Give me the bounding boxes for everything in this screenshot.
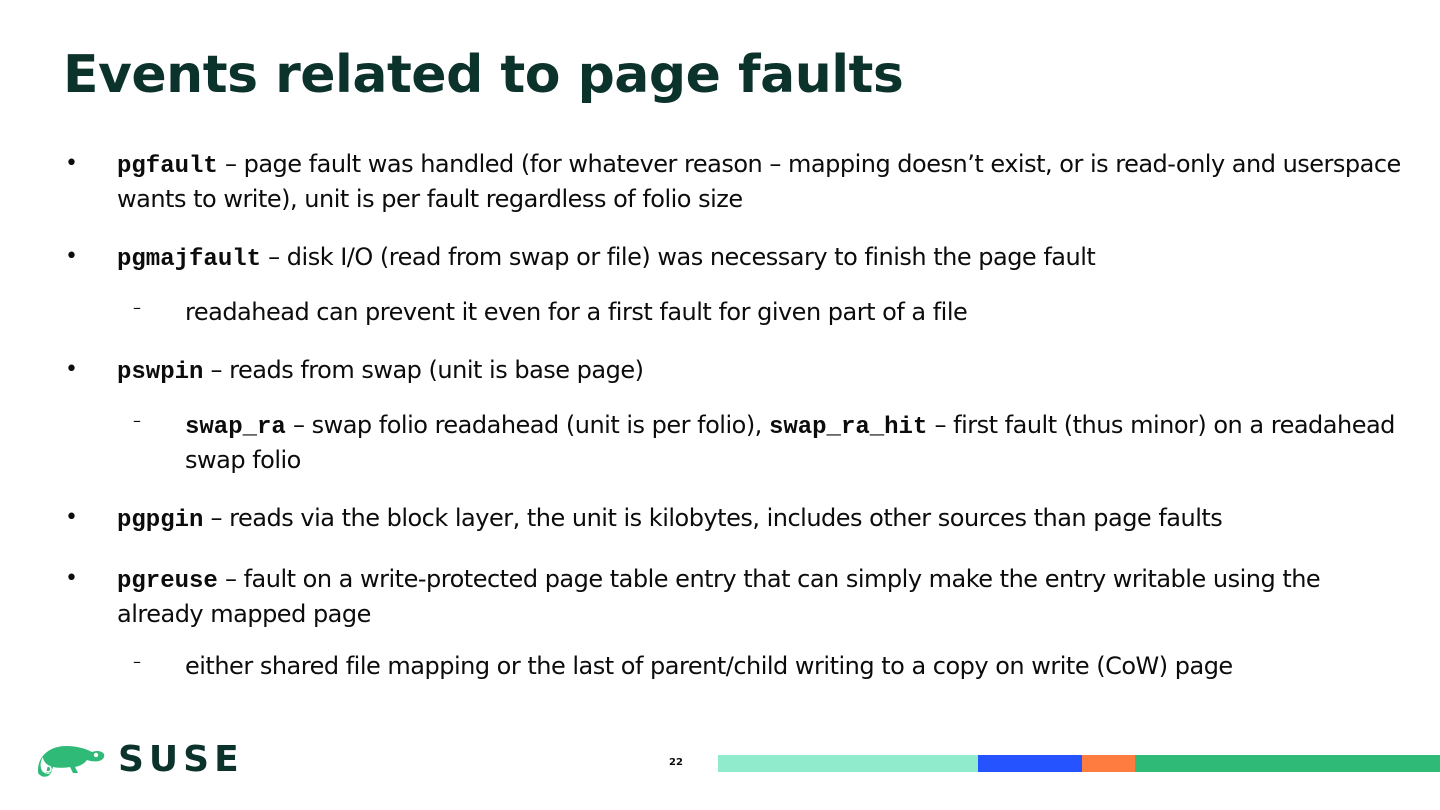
code-term: pgpgin — [117, 507, 204, 534]
bullet-text: either shared file mapping or the last of parent/child writing to a copy on write (CoW) page — [185, 652, 1233, 680]
bullet-pgmajfault — [63, 241, 1403, 276]
bullet-text: – reads via the block layer, the unit is kilobytes, includes other sources than page faults — [203, 504, 1223, 532]
code-term: pgmajfault — [117, 246, 262, 273]
bullet-text: – page fault was handled (for whatever reason – mapping doesn’t exist, or is read-only and userspace wants to write), unit is per fault regardless of folio size — [117, 150, 1401, 213]
code-term: swap_ra_hit — [768, 414, 928, 441]
sub-bullet-swap-ra — [63, 409, 1403, 476]
code-term: swap_ra — [185, 414, 286, 441]
bullet-pgpgin — [63, 502, 1403, 537]
slide-title: Events related to page faults — [63, 45, 904, 105]
bullet-list — [63, 148, 1403, 708]
logo-wordmark: SUSE — [118, 739, 244, 780]
bullet-marker: • — [65, 357, 78, 382]
code-term: pgfault — [117, 153, 218, 180]
sub-bullet-cow — [63, 650, 1403, 682]
suse-logo — [34, 740, 244, 780]
bullet-pgfault — [63, 148, 1403, 215]
sub-bullet-marker: – — [133, 411, 141, 430]
bullet-marker: • — [65, 505, 78, 530]
sub-bullet-readahead — [63, 296, 1403, 328]
bullet-pswpin — [63, 354, 1403, 389]
footer-bar-blue — [978, 755, 1082, 772]
bullet-text: – reads from swap (unit is base page) — [203, 356, 644, 384]
bullet-text: – fault on a write-protected page table entry that can simply make the entry writable using the already mapped page — [117, 565, 1321, 628]
bullet-text: – first fault (thus minor) on a readahead swap folio — [185, 411, 1395, 474]
sub-bullet-marker: – — [133, 652, 141, 671]
bullet-text: – disk I/O (read from swap or file) was necessary to finish the page fault — [261, 243, 1096, 271]
footer-bar-green — [1135, 755, 1440, 772]
chameleon-icon — [34, 740, 106, 780]
bullet-pgreuse — [63, 563, 1403, 630]
code-term: pgreuse — [117, 568, 218, 595]
bullet-marker: • — [65, 566, 78, 591]
bullet-text: readahead can prevent it even for a first fault for given part of a file — [185, 298, 968, 326]
bullet-marker: • — [65, 151, 78, 176]
sub-bullet-marker: – — [133, 298, 141, 317]
bullet-text: – swap folio readahead (unit is per folio), — [285, 411, 769, 439]
footer-bar-mint — [718, 755, 978, 772]
footer-bar-orange — [1082, 755, 1135, 772]
page-number: 22 — [669, 757, 683, 768]
bullet-marker: • — [65, 244, 78, 269]
code-term: pswpin — [117, 359, 204, 386]
